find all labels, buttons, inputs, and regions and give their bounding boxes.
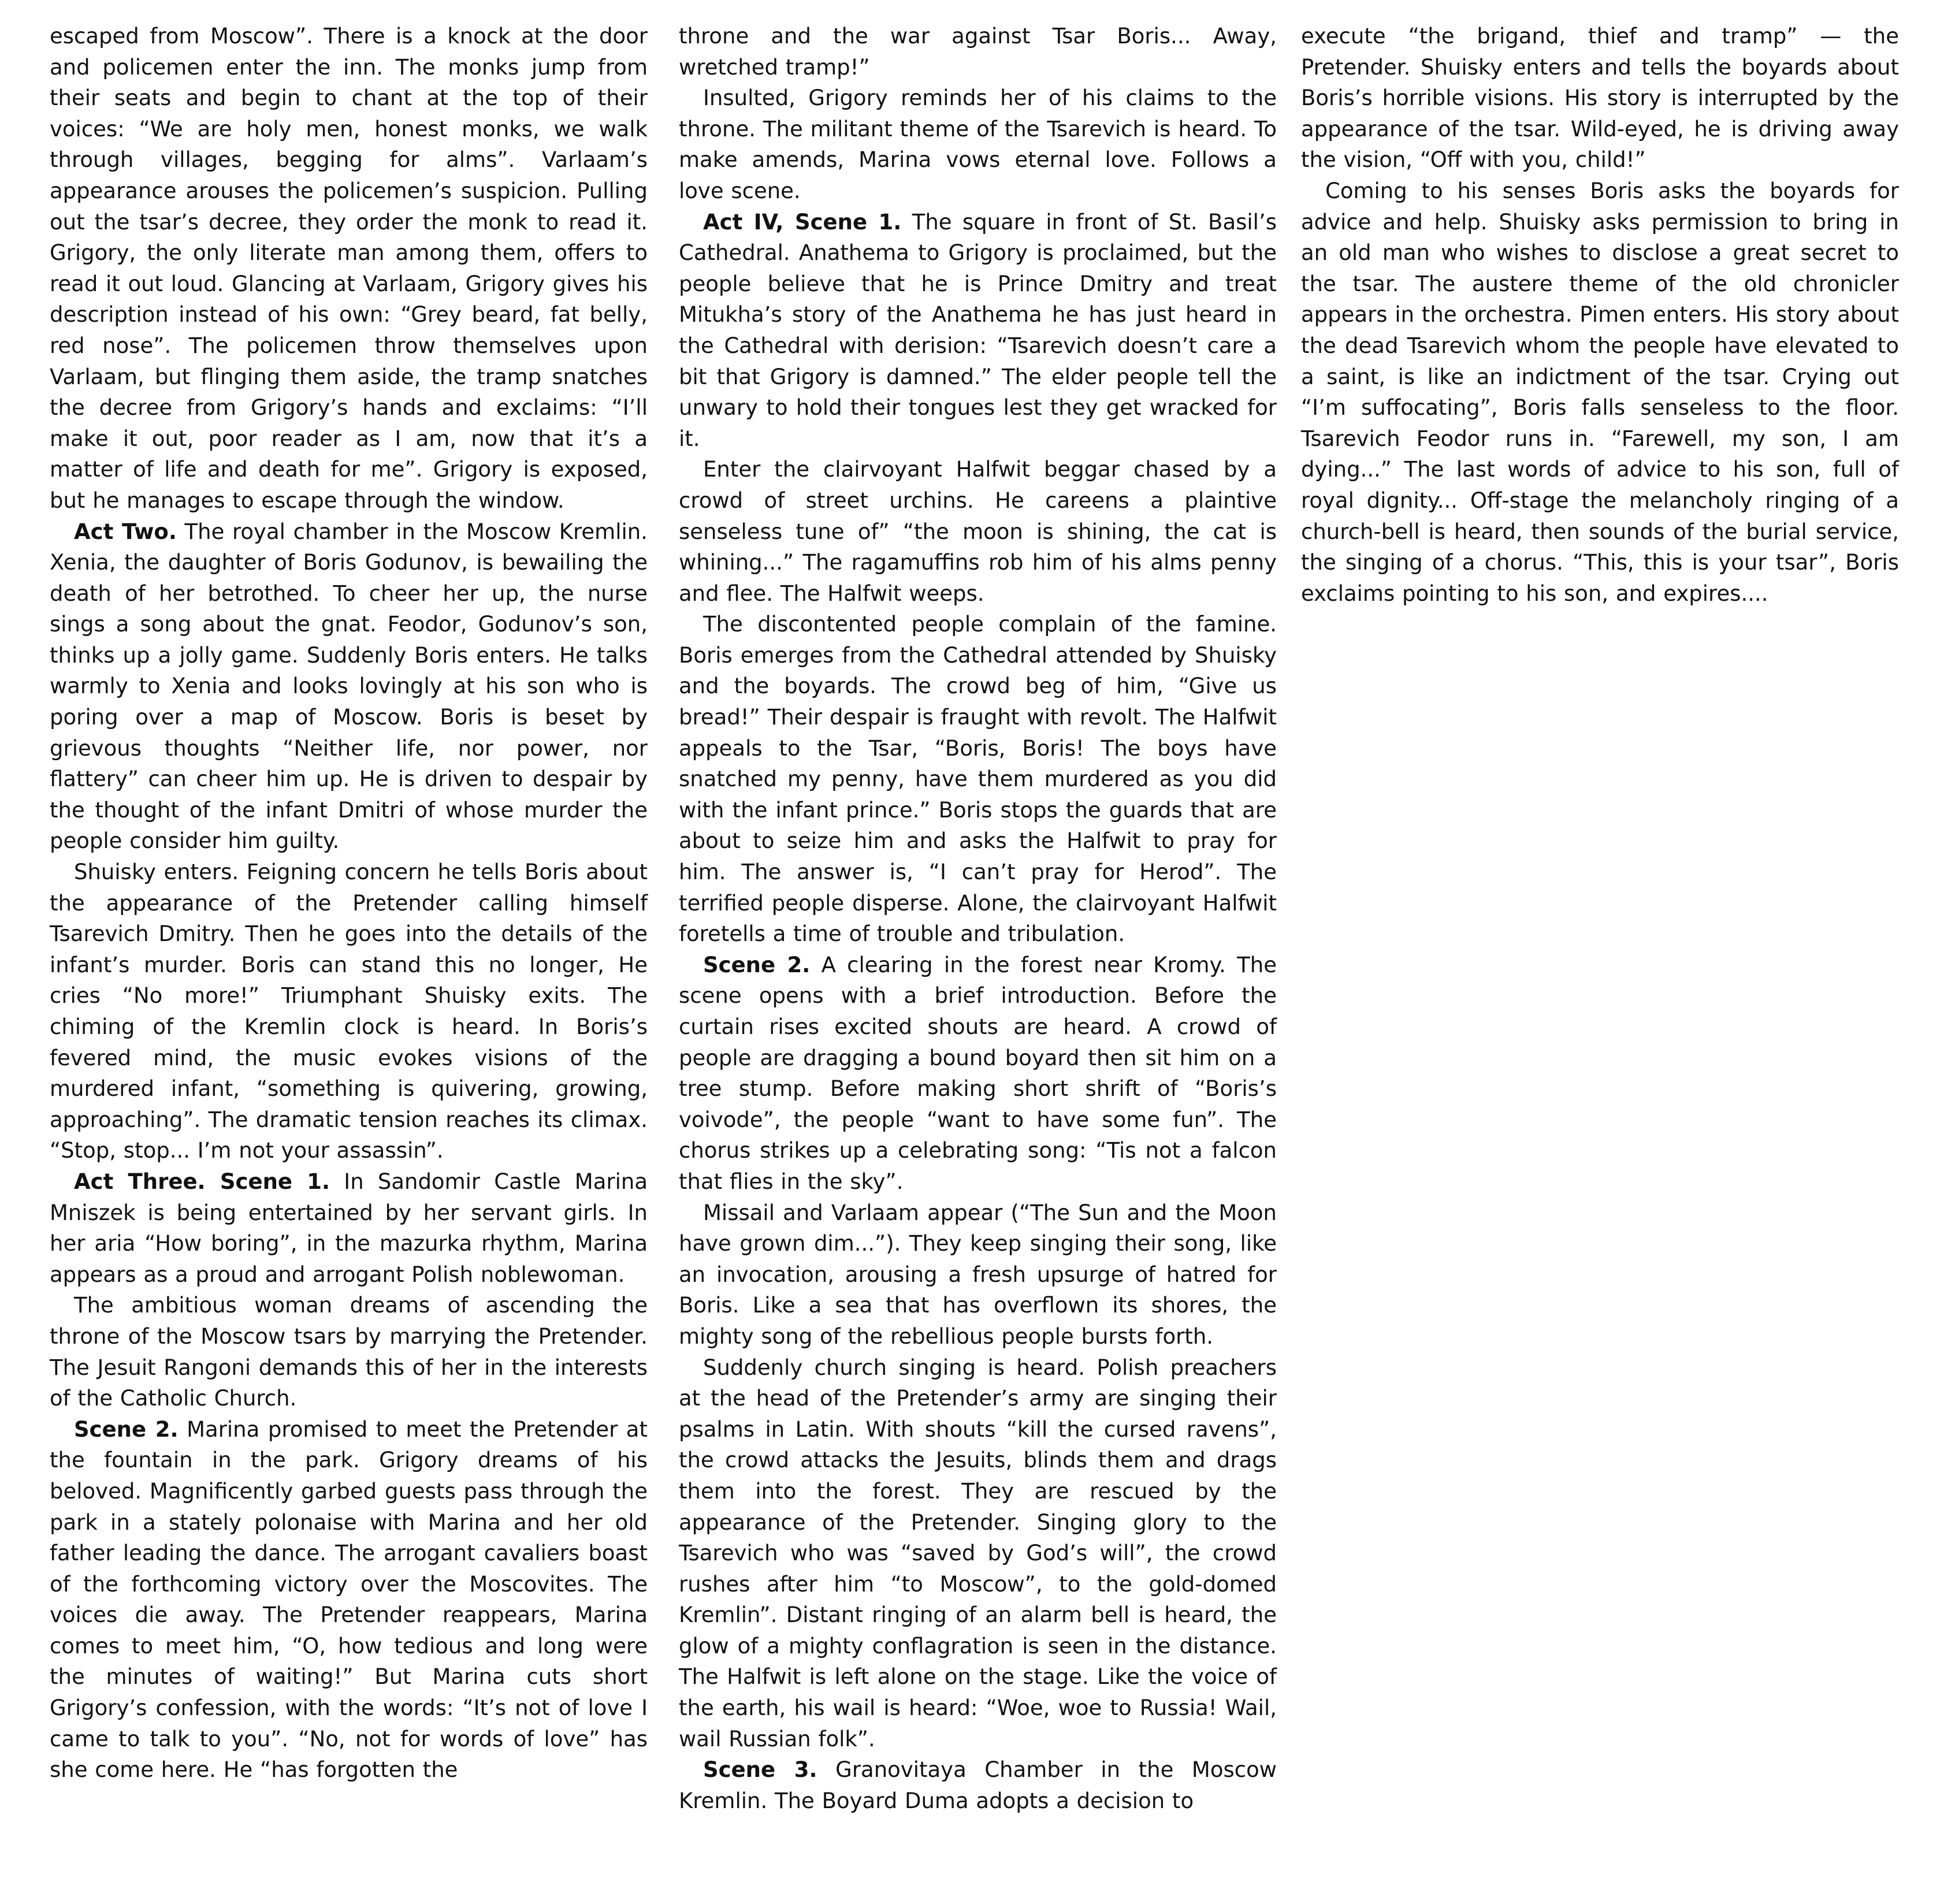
paragraph-text: Coming to his senses Boris asks the boyards for advice and help. Shuisky asks permission to bring in an old man who wishes to disclose a great secret to the tsar. The austere theme of the old chronicler appears in the orchestra. Pimen enters. His story about the dead Tsarevich whom the people have elevated to a saint, is like an indictment of the tsar. Crying out “I’m suffocating”, Boris falls senseless to the floor. Tsarevich Feodor runs in. “Farewell, my son, I am dying...” The last words of advice to his son, full of royal dignity... Off-stage the melancholy ringing of a church-bell is heard, then sounds of the burial service, the singing of a chorus. “This, this is your tsar”, Boris exclaims pointing to his son, and expires.... <box>1301 178 1899 606</box>
paragraph <box>50 857 648 1166</box>
paragraph-text: Missail and Varlaam appear (“The Sun and the Moon have grown dim...”). They keep singing their song, like an invocation, arousing a fresh upsurge of hatred for Boris. Like a sea that has overflown its shores, the mighty song of the rebellious people bursts forth. <box>679 1200 1277 1349</box>
paragraph-scene-two <box>679 950 1277 1198</box>
paragraph-text: The discontented people complain of the famine. Boris emerges from the Cathedral attended by Shuisky and the boyards. The crowd beg of him, “Give us bread!” Their despair is fraught with revolt. The Halfwit appeals to the Tsar, “Boris, Boris! The boys have snatched my penny, have them murdered as you did with the infant prince.” Boris stops the guards that are about to seize him and asks the Halfwit to pray for him. The answer is, “I can’t pray for Herod”. The terrified people disperse. Alone, the clairvoyant Halfwit foretells a time of trouble and tribulation. <box>679 612 1277 947</box>
paragraph <box>679 83 1277 206</box>
paragraph <box>679 454 1277 609</box>
paragraph <box>679 1198 1277 1352</box>
paragraph-act-four <box>679 207 1277 455</box>
paragraph <box>50 21 648 516</box>
paragraph <box>679 1352 1277 1755</box>
text-column-left <box>50 21 648 1786</box>
paragraph <box>50 1290 648 1414</box>
paragraph <box>1301 21 1899 176</box>
text-column-middle <box>679 21 1277 1816</box>
paragraph-act-two <box>50 516 648 857</box>
paragraph-text: The ambitious woman dreams of ascending the throne of the Moscow tsars by marrying the Pretender. The Jesuit Rangoni demands this of her in the interests of the Catholic Church. <box>50 1293 648 1411</box>
section-heading: Act IV, Scene 1. <box>703 209 902 235</box>
paragraph-text: execute “the brigand, thief and tramp” — the Pretender. Shuisky enters and tells the boyards about Boris’s horrible visions. His story is interrupted by the appearance of the tsar. Wild-eyed, he is driving away the vision, “Off with you, child!” <box>1301 24 1899 173</box>
paragraph-text: The royal chamber in the Moscow Kremlin. Xenia, the daughter of Boris Godunov, is bewailing the death of her betrothed. To cheer her up, the nurse sings a song about the gnat. Feodor, Godunov’s son, thinks up a jolly game. Suddenly Boris enters. He talks warmly to Xenia and looks lovingly at his son who is poring over a map of Moscow. Boris is beset by grievous thoughts “Neither life, nor power, nor flattery” can cheer him up. He is driven to despair by the thought of the infant Dmitri of whose murder the people consider him guilty. <box>50 519 648 854</box>
paragraph-text: Shuisky enters. Feigning concern he tells Boris about the appearance of the Pretender calling himself Tsarevich Dmitry. Then he goes into the details of the infant’s murder. Boris can stand this no longer, He cries “No more!” Triumphant Shuisky exits. The chiming of the Kremlin clock is heard. In Boris’s fevered mind, the music evokes visions of the murdered infant, “something is quivering, growing, approaching”. The dramatic tension reaches its climax. “Stop, stop... I’m not your assassin”. <box>50 860 648 1163</box>
section-heading: Scene 2. <box>74 1416 179 1442</box>
paragraph <box>679 609 1277 950</box>
paragraph-text: Granovitaya Chamber in the Moscow Kremlin. The Boyard Duma adopts a decision to <box>679 1757 1277 1813</box>
paragraph <box>679 21 1277 83</box>
section-heading: Scene 3. <box>703 1757 817 1783</box>
paragraph-text: The square in front of St. Basil’s Cathedral. Anathema to Grigory is proclaimed, but the people believe that he is Prince Dmitry and treat Mitukha’s story of the Anathema he has just heard in the Cathedral with derision: “Tsarevich doesn’t care a bit that Grigory is damned.” The elder people tell the unwary to hold their tongues lest they get wracked for it. <box>679 209 1277 451</box>
paragraph-scene-two <box>50 1414 648 1786</box>
paragraph-text: escaped from Moscow”. There is a knock at the door and policemen enter the inn. The monks jump from their seats and begin to chant at the top of their voices: “We are holy men, honest monks, we walk through villages, begging for alms”. Varlaam’s appearance arouses the policemen’s suspicion. Pulling out the tsar’s decree, they order the monk to read it. Grigory, the only literate man among them, offers to read it out loud. Glancing at Varlaam, Grigory gives his description instead of his own: “Grey beard, fat belly, red nose”. The policemen throw themselves upon Varlaam, but flinging them aside, the tramp snatches the decree from Grigory’s hands and exclaims: “I’ll make it out, poor reader as I am, now that it’s a matter of life and death for me”. Grigory is exposed, but he manages to escape through the window. <box>50 24 648 513</box>
section-heading: Act Three. Scene 1. <box>74 1169 330 1194</box>
paragraph-text: In Sandomir Castle Marina Mniszek is being entertained by her servant girls. In her aria “How boring”, in the mazurka rhythm, Marina appears as a proud and arrogant Polish noblewoman. <box>50 1169 648 1287</box>
text-column-right <box>1301 21 1899 609</box>
paragraph <box>1301 176 1899 609</box>
paragraph-text: throne and the war against Tsar Boris... Away, wretched tramp!” <box>679 24 1277 80</box>
paragraph-text: Enter the clairvoyant Halfwit beggar chased by a crowd of street urchins. He careens a plaintive senseless tune of” “the moon is shining, the cat is whining...” The ragamuffins rob him of his alms penny and flee. The Halfwit weeps. <box>679 457 1277 606</box>
paragraph-scene-three <box>679 1754 1277 1816</box>
paragraph-text: Suddenly church singing is heard. Polish preachers at the head of the Pretender’s army are singing their psalms in Latin. With shouts “kill the cursed ravens”, the crowd attacks the Jesuits, blinds them and drags them into the forest. They are rescued by the appearance of the Pretender. Singing glory to the Tsarevich who was “saved by God’s will”, the crowd rushes after him “to Moscow”, to the gold-domed Kremlin”. Distant ringing of an alarm bell is heard, the glow of a mighty conflagration is seen in the distance. The Halfwit is left alone on the stage. Like the voice of the earth, his wail is heard: “Woe, woe to Russia! Wail, wail Russian folk”. <box>679 1355 1277 1751</box>
section-heading: Act Two. <box>74 519 177 544</box>
paragraph-text: Insulted, Grigory reminds her of his claims to the throne. The militant theme of the Tsarevich is heard. To make amends, Marina vows eternal love. Follows a love scene. <box>679 85 1277 203</box>
section-heading: Scene 2. <box>703 952 811 977</box>
paragraph-text: Marina promised to meet the Pretender at the fountain in the park. Grigory dreams of his beloved. Magnificently garbed guests pass through the park in a stately polonaise with Marina and her old father leading the dance. The arrogant cavaliers boast of the forthcoming victory over the Moscovites. The voices die away. The Pretender reappears, Marina comes to meet him, “O, how tedious and long were the minutes of waiting!” But Marina cuts short Grigory’s confession, with the words: “It’s not of love I came to talk to you”. “No, not for words of love” has she come here. He “has forgotten the <box>50 1416 648 1783</box>
paragraph-act-three <box>50 1166 648 1290</box>
paragraph-text: A clearing in the forest near Kromy. The scene opens with a brief introduction. Before the curtain rises excited shouts are heard. A crowd of people are dragging a bound boyard then sit him on a tree stump. Before making short shrift of “Boris’s voivode”, the people “want to have some fun”. The chorus strikes up a celebrating song: “Tis not a falcon that flies in the sky”. <box>679 952 1277 1194</box>
